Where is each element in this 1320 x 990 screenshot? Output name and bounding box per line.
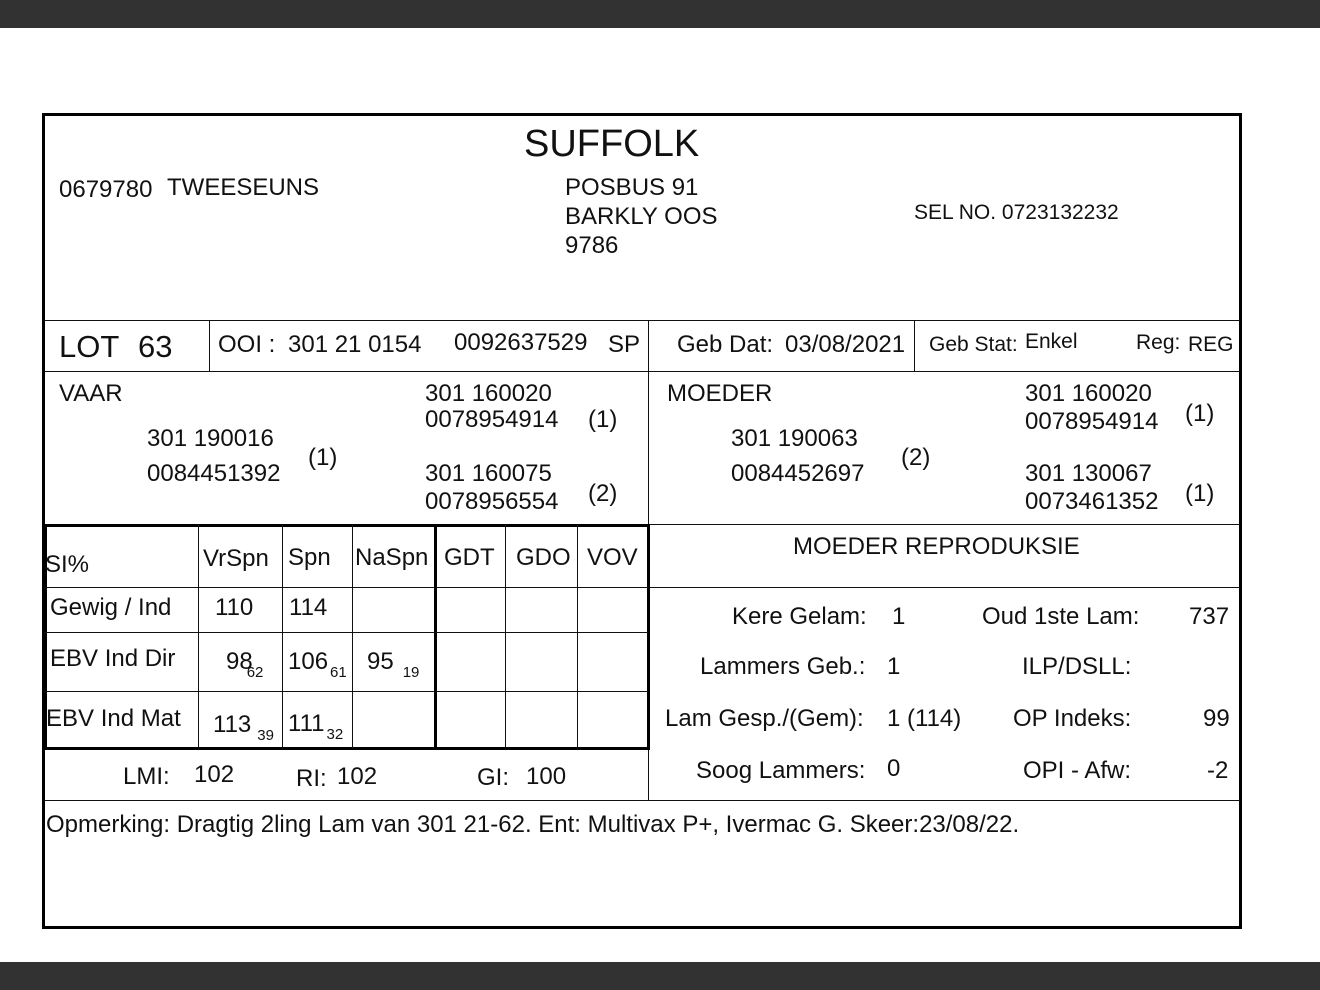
lammers-geb-value: 1 <box>887 653 901 680</box>
soog-lammers-value: 0 <box>887 755 901 782</box>
ooi-id: 301 21 0154 <box>288 331 422 358</box>
address-line-1: POSBUS 91 <box>565 174 699 201</box>
reg-label: Reg: <box>1136 331 1181 354</box>
ooi-label: OOI : <box>218 331 276 358</box>
row-gewig-spn: 114 <box>289 594 328 621</box>
ooi-reg-number: 0092637529 <box>454 329 588 356</box>
cell-number: SEL NO. 0723132232 <box>914 201 1119 224</box>
ri-value: 102 <box>337 763 378 790</box>
lam-gesp-value: 1 (114) <box>887 705 962 732</box>
vaar-granddam-id: 301 160075 <box>425 460 552 487</box>
address-line-2: BARKLY OOS <box>565 203 718 230</box>
kere-gelam-value: 1 <box>892 603 906 630</box>
row-ebv-mat-spn-value: 111 <box>288 710 325 737</box>
moeder-granddam-id: 301 130067 <box>1025 460 1152 487</box>
vaar-sire-reg: 0084451392 <box>147 460 281 487</box>
opi-afw-label: OPI - Afw: <box>1023 757 1132 784</box>
row-ebv-mat-spn <box>288 710 344 743</box>
vaar-sire-mark: (1) <box>308 444 338 471</box>
geb-dat-value: 03/08/2021 <box>785 331 906 358</box>
op-indeks-value: 99 <box>1203 705 1230 732</box>
row-ebv-dir-spn <box>288 648 347 681</box>
lam-gesp-label: Lam Gesp./(Gem): <box>665 705 864 732</box>
header-gdt: GDT <box>444 544 495 571</box>
row-ebv-mat-label: EBV Ind Mat <box>46 705 181 732</box>
op-indeks-label: OP Indeks: <box>1013 705 1132 732</box>
vaar-grandsire-mark: (1) <box>588 406 618 433</box>
vaar-sire-id: 301 190016 <box>147 425 274 452</box>
owner-number: 0679780 <box>59 176 153 203</box>
geb-stat-value: Enkel <box>1025 330 1078 353</box>
row-ebv-dir-vrspn-acc: 62 <box>246 664 264 681</box>
top-bar <box>0 0 1320 28</box>
soog-lammers-label: Soog Lammers: <box>696 757 866 784</box>
row-gewig-vrspn: 110 <box>215 594 254 621</box>
remark-text: Dragtig 2ling Lam van 301 21-62. Ent: Multivax P+, Ivermac G. Skeer:23/08/22. <box>176 811 1020 838</box>
row-ebv-mat-vrspn <box>213 711 274 744</box>
geb-stat-label: Geb Stat: <box>929 333 1018 356</box>
vaar-grandsire-reg: 0078954914 <box>425 406 559 433</box>
ri-label: RI: <box>296 765 327 792</box>
kere-gelam-label: Kere Gelam: <box>732 603 867 630</box>
oud-1ste-lam-label: Oud 1ste Lam: <box>982 603 1140 630</box>
row-ebv-dir-spn-value: 106 <box>288 648 329 675</box>
gi-value: 100 <box>526 763 567 790</box>
lmi-label: LMI: <box>123 763 170 790</box>
repro-title: MOEDER REPRODUKSIE <box>793 533 1080 560</box>
header-vov: VOV <box>587 544 638 571</box>
vaar-grandsire-id: 301 160020 <box>425 380 552 407</box>
lmi-value: 102 <box>194 761 235 788</box>
header-naspn: NaSpn <box>355 544 429 571</box>
header-vrspn: VrSpn <box>203 545 269 572</box>
lot-label: LOT <box>59 329 120 364</box>
moeder-dam-reg: 0084452697 <box>731 460 865 487</box>
lot-number: 63 <box>138 329 173 364</box>
moeder-granddam-mark: (1) <box>1185 480 1215 507</box>
vaar-granddam-mark: (2) <box>588 480 618 507</box>
remark <box>46 813 1019 837</box>
moeder-grandsire-reg: 0078954914 <box>1025 408 1159 435</box>
gi-label: GI: <box>477 764 510 791</box>
vaar-label: VAAR <box>59 380 123 407</box>
reg-value: REG <box>1188 333 1234 356</box>
row-ebv-dir-naspn <box>367 648 420 681</box>
moeder-dam-id: 301 190063 <box>731 425 858 452</box>
row-gewig-label: Gewig / Ind <box>50 594 172 621</box>
row-ebv-dir-naspn-value: 95 <box>367 648 394 675</box>
moeder-grandsire-mark: (1) <box>1185 400 1215 427</box>
geb-dat-label: Geb Dat: <box>677 331 774 358</box>
row-ebv-dir-vrspn-value: 98 <box>226 648 253 675</box>
vaar-granddam-reg: 0078956554 <box>425 488 559 515</box>
oud-1ste-lam-value: 737 <box>1189 603 1230 630</box>
breed-title: SUFFOLK <box>524 123 700 165</box>
moeder-dam-mark: (2) <box>901 444 931 471</box>
remark-label: Opmerking: <box>46 811 171 838</box>
row-ebv-dir-spn-acc: 61 <box>330 664 347 681</box>
moeder-label: MOEDER <box>667 380 773 407</box>
header-si: SI% <box>45 551 90 578</box>
ooi-code: SP <box>608 331 641 358</box>
header-spn: Spn <box>288 544 331 571</box>
row-ebv-mat-spn-acc: 32 <box>326 726 344 743</box>
moeder-granddam-reg: 0073461352 <box>1025 488 1159 515</box>
header-gdo: GDO <box>516 544 571 571</box>
bottom-bar <box>0 962 1320 990</box>
row-ebv-dir-label: EBV Ind Dir <box>50 645 176 672</box>
owner-name: TWEESEUNS <box>167 174 320 201</box>
ilp-dsll-label: ILP/DSLL: <box>1022 653 1132 680</box>
moeder-grandsire-id: 301 160020 <box>1025 380 1152 407</box>
row-ebv-mat-vrspn-acc: 39 <box>257 727 274 744</box>
address-line-3: 9786 <box>565 232 619 259</box>
row-ebv-dir-vrspn <box>226 648 264 681</box>
lammers-geb-label: Lammers Geb.: <box>700 653 866 680</box>
row-ebv-mat-vrspn-value: 113 <box>213 711 252 738</box>
opi-afw-value: -2 <box>1207 757 1229 784</box>
row-ebv-dir-naspn-acc: 19 <box>402 664 420 681</box>
